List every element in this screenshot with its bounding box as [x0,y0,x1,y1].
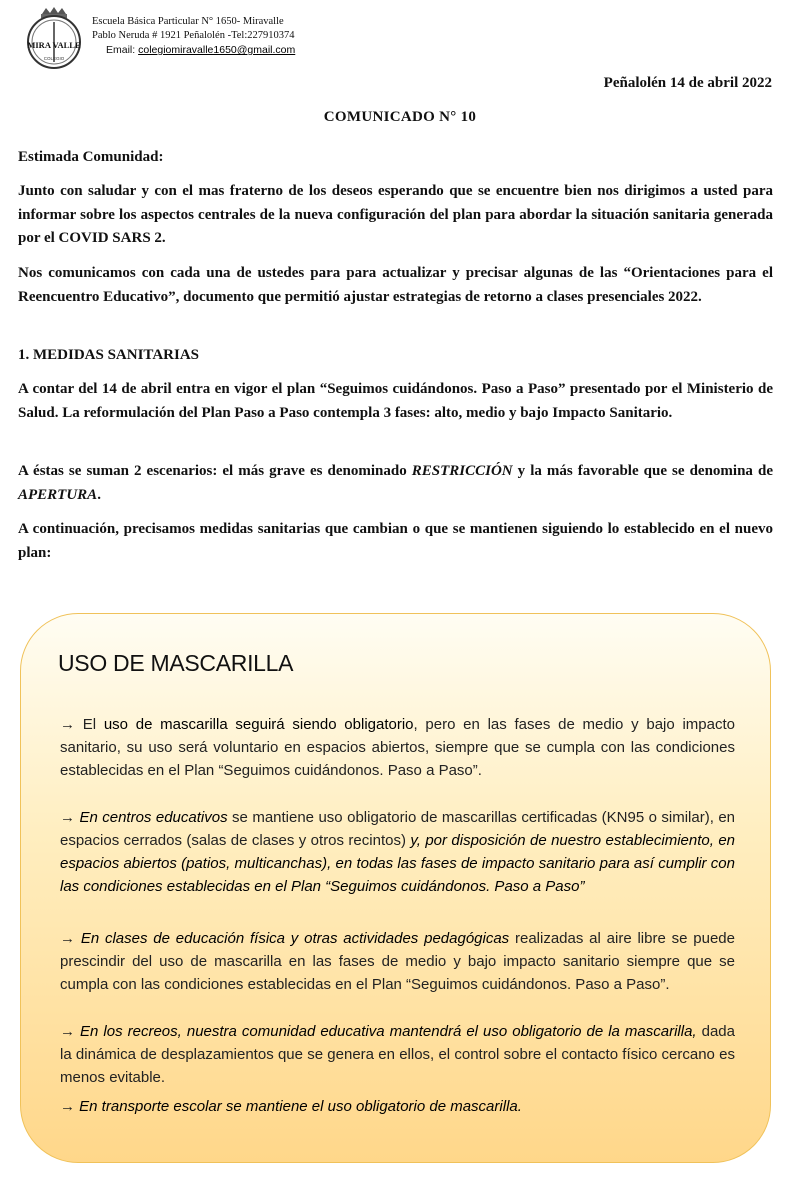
email-link[interactable]: colegiomiravalle1650@gmail.com [138,44,296,56]
paragraph-plan: A contar del 14 de abril entra en vigor el plan “Seguimos cuidándonos. Paso a Paso” presentado por el Ministerio de Salud. La reformulación del Plan Paso a Paso contempla 3 fases: alto, medio y bajo Impacto Sanitario. [18,381,773,421]
box-item-emphasis: En clases de educación física y otras actividades pedagógicas [80,930,510,947]
box-item-transporte [60,1095,735,1118]
arrow-icon: → [60,1098,80,1115]
box-item-text: , pero en las fases de medio y bajo impacto sanitario, su uso será voluntario en espacios abiertos, siempre que se cumpla con las condiciones establecidas en el Plan “Seguimos cuidándonos. Paso a Paso”. [60,716,735,779]
escenarios-text-mid: y la más favorable que se denomina de [512,463,773,479]
school-header [92,15,295,57]
box-item-emphasis-2: y, por disposición de nuestro establecimiento, en espacios abiertos (patios, multicanchas), en todas las fases de impacto sanitario para así cumplir con las condiciones establecidas en el Plan “Seguimos cuidándonos. Paso a Paso” [60,832,735,895]
document-title: COMUNICADO N° 10 [323,109,477,125]
box-item-centros [60,806,735,898]
box-item-educacion-fisica [60,927,735,996]
email-label: Email: [106,44,136,56]
arrow-icon: → [60,1023,81,1040]
box-item-obligatorio [60,713,735,782]
box-item-emphasis: En transporte escolar se mantiene el uso obligatorio de mascarilla. [79,1098,522,1115]
restriccion-term: RESTRICCIÓN [411,463,513,479]
arrow-icon: → [60,809,80,826]
school-name: Escuela Básica Particular N° 1650- Miravalle [92,16,284,27]
logo-text: MIRA VALLE [27,40,81,50]
paragraph-orientaciones: Nos comunicamos con cada una de ustedes para para actualizar y precisar algunas de las “Orientaciones para el Reencuentro Educativo”, documento que permitió ajustar estrategias de retorno a clases presenciales 2022. [18,265,773,305]
arrow-icon: → [60,930,81,947]
school-logo [24,6,84,70]
box-item-text: realizadas al aire libre se puede prescindir del uso de mascarilla en las fases de medio y bajo impacto sanitario siempre que se cumpla con las condiciones establecidas en el Plan “Seguimos cuidándonos. Paso a Paso”. [60,930,735,993]
box-item-emphasis: En los recreos, nuestra comunidad educativa mantendrá el uso obligatorio de la mascarilla, [80,1023,697,1040]
letter-date: Peñalolén 14 de abril 2022 [603,75,772,91]
box-item-text: dada la dinámica de desplazamientos que se genera en ellos, el control sobre el contacto físico cercano es menos evitable. [60,1023,735,1086]
greeting: Estimada Comunidad: [18,149,164,165]
arrow-icon: → El [60,716,104,733]
box-title: USO DE MASCARILLA [58,650,294,676]
paragraph-continuacion: A continuación, precisamos medidas sanitarias que cambian o que se mantienen siguiendo lo establecido en el nuevo plan: [18,521,773,561]
escenarios-text-start: A éstas se suman 2 escenarios: el más grave es denominado [18,463,412,479]
school-address: Pablo Neruda # 1921 Peñalolén -Tel:227910374 [92,30,295,41]
box-item-recreos [60,1020,735,1089]
logo-subtext: COLEGIO [43,56,65,61]
section-heading: 1. MEDIDAS SANITARIAS [18,347,200,363]
box-item-emphasis: En centros educativos [79,809,228,826]
school-email-line [106,43,295,57]
box-item-emphasis: uso de mascarilla seguirá siendo obligatorio [103,716,414,733]
paragraph-escenarios [18,460,773,507]
box-item-text: se mantiene uso obligatorio de mascarillas certificadas (KN95 o similar), en espacios cerrados (salas de clases y otros recintos) [60,809,736,849]
paragraph-intro: Junto con saludar y con el mas fraterno de los deseos esperando que se encuentre bien nos dirigimos a usted para informar sobre los aspectos centrales de la nueva configuración del plan para abordar la situación sanitaria generada por el COVID SARS 2. [18,183,773,246]
escenarios-text-end: . [97,486,101,503]
apertura-term: APERTURA [18,486,98,503]
